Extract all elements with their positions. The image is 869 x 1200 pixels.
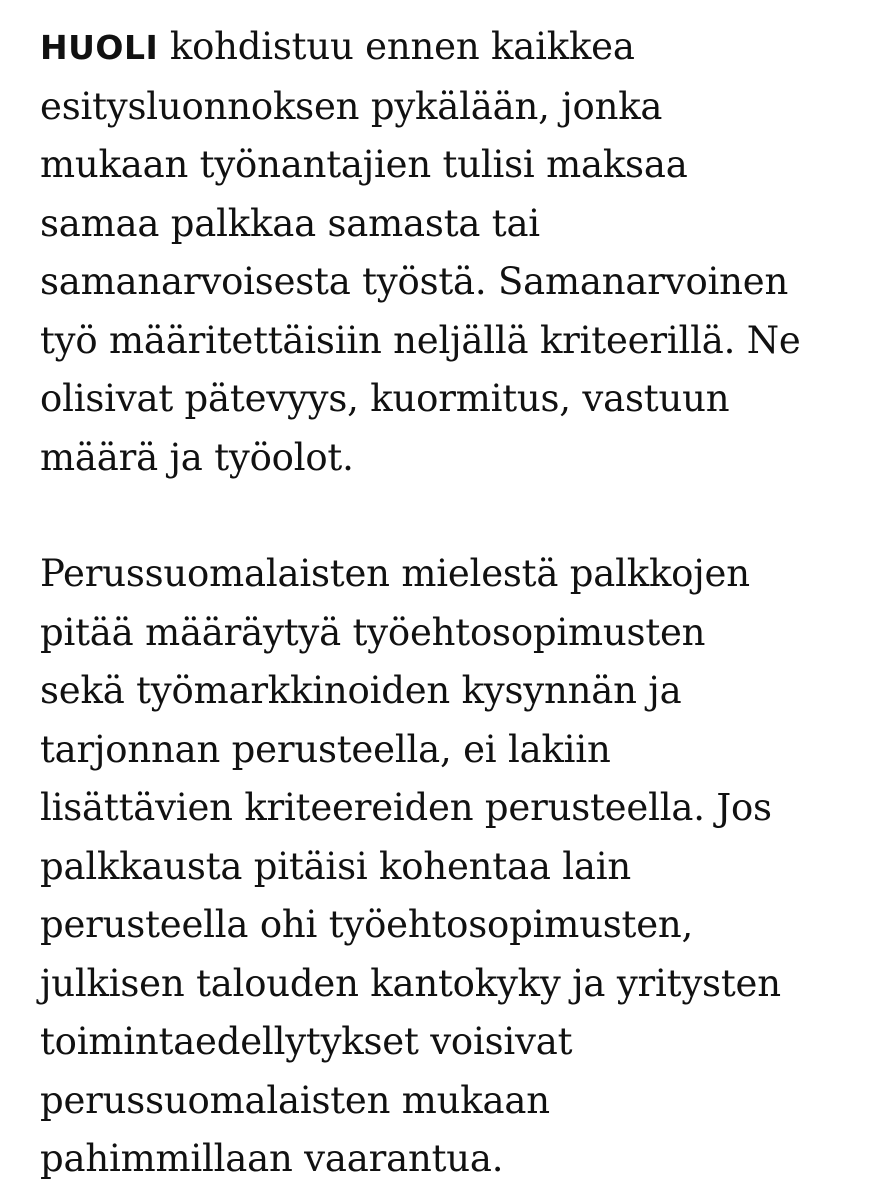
- text-line: samanarvoisesta työstä. Samanarvoinen: [40, 260, 789, 303]
- text-line: lisättävien kriteereiden perusteella. Jos: [40, 786, 772, 829]
- text-line: pitää määräytyä työehtosopimusten: [40, 610, 706, 654]
- text-line: sekä työmarkkinoiden kysynnän ja: [40, 669, 682, 712]
- paragraph-2: [40, 545, 840, 1189]
- text-line-content: kohdistuu ennen kaikkea: [158, 25, 635, 68]
- lead-word: HUOLI: [40, 28, 159, 67]
- text-line: esitysluonnoksen pykälään, jonka: [40, 84, 663, 128]
- text-line: julkisen talouden kantokyky ja yritysten: [40, 961, 781, 1005]
- text-line: Perussuomalaisten mielestä palkkojen: [40, 552, 750, 595]
- text-line: palkkausta pitäisi kohentaa lain: [40, 844, 632, 888]
- text-line: olisivat pätevyys, kuormitus, vastuun: [40, 377, 730, 420]
- text-line: työ määritettäisiin neljällä kriteerillä. Ne: [40, 318, 801, 362]
- text-line: pahimmillaan vaarantua.: [40, 1137, 504, 1180]
- text-line: perussuomalaisten mukaan: [40, 1078, 550, 1122]
- text-line: mukaan työnantajien tulisi maksaa: [40, 143, 688, 186]
- paragraph-1: [40, 18, 840, 487]
- text-line: samaa palkkaa samasta tai: [40, 201, 540, 245]
- article-body: [40, 18, 840, 1189]
- text-line: tarjonnan perusteella, ei lakiin: [40, 727, 611, 771]
- text-line: toimintaedellytykset voisivat: [40, 1020, 573, 1063]
- text-line: [40, 18, 840, 78]
- text-line: määrä ja työolot.: [40, 435, 354, 479]
- text-line: perusteella ohi työehtosopimusten,: [40, 903, 694, 946]
